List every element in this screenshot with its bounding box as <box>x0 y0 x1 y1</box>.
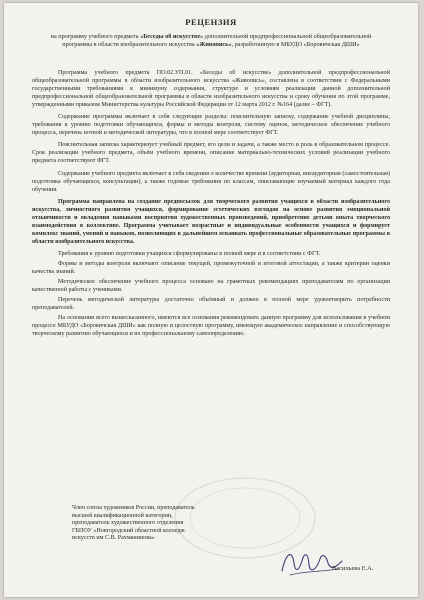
paragraph: Требования к уровню подготовки учащихся сформулированы в полной мере и в соответствии с ФГТ. <box>58 250 321 257</box>
subject-name: «Беседы об искусстве» <box>140 33 204 40</box>
credential-line: высшей квалификационной категории, <box>72 512 173 519</box>
document-title: РЕЦЕНЗИЯ <box>185 17 237 27</box>
paragraph: Методическое обеспечение учебного процесса основано на грамотных рекомендациях преподавателям по организации качественной работы с учениками. <box>32 279 390 294</box>
credential-line: Член союза художников России, преподаватель <box>72 505 195 511</box>
paragraph: На основании всего вышесказанного, имеются все основания рекомендовать данную программу для использования в учебном процессе МБУДО «Боровичская ДШИ» как полную и целостную программу, имеющую академическое направление и способствующую творческому развитию обучающихся и их профессиональному самоопределению. <box>32 315 390 338</box>
credential-line: искусств им С.В. Рахманинова» <box>72 535 155 542</box>
paragraph: Пояснительная записка характеризует учебный предмет, его цели и задачи, а также место и роль в образовательном процессе. Срок реализации учебного предмета, объём учебного времени, описание материально-технических условий реализации учебного предмета соответствуют ФГТ. <box>32 142 390 165</box>
credential-line: преподаватель художественного отделения <box>72 520 184 527</box>
paragraph: Программа учебного предмета ПО.02.УП.01. «Беседы об искусстве» дополнительной предпрофессиональной общеобразовательной программы в области изобразительного искусства «Живопись», составлена в соответствии с Федеральными государственными требованиями к минимуму содержания, структуре и условиям реализации данной дополнительной предпрофессиональной общеобразовательной программы в области изобразительного искусства и сроку обучения по этой программе, утвержденными приказом Министерства культуры Российской Федерации от 12 марта 2012 г. №164 (далее – ФГТ). <box>32 70 390 109</box>
signer-name: Васильева Е.А. <box>332 565 374 572</box>
credential-line: ГБПОУ «Новгородский областной колледж <box>72 527 185 534</box>
paragraph: Перечень методической литературы достаточно объёмный и должен в полной мере удовлетворить потребности преподавателей. <box>32 297 390 312</box>
intro-text: на программу учебного предмета <box>50 33 141 40</box>
paragraph: Формы и методы контроля включают описание текущей, промежуточной и итоговой аттестации, а также критерии оценки качества знаний. <box>32 260 390 276</box>
program-name: «Живопись» <box>196 41 232 49</box>
paragraph: Содержание программы включает в себя следующие разделы: пояснительную записку, содержание учебной дисциплины, требования к уровню подготовки обучающихся, формы и методы контроля, систему оценок, методическое обеспечение учебного процесса, перечень нотной и методической литературы, что в полной мере соответствует ФГТ. <box>32 114 390 137</box>
paragraph-bold: Программа направлена на создание предпосылок для творческого развития учащихся в области изобразительного искусства, личностного развития учащихся, формирование эстетических взглядов на основе развития эмоциональной отзывчивости и овладения навыками восприятия художественных произведений, приобретение детьми опыта творческого взаимодействия в коллективе. Программа учитывает возрастные и индивидуальные особенности учащихся и формирует комплекс знаний, умений и навыков, позволяющих в дальнейшем осваивать профессиональные образовательные программы в области изобразительного искусства. <box>32 198 390 245</box>
intro-text: дополнительной предпрофессиональной общеобразовательной программы в области изобразительного искусства <box>62 33 372 49</box>
review-document <box>4 3 418 597</box>
paragraph: Содержание учебного предмета включает в себя сведения о количестве времени (аудиторная, внеаудиторная (самостоятельная) подготовка обучающихся, консультации), а также годовые требования по классам, описывающие изучаемый материал каждого года обучения. <box>32 170 390 193</box>
document-body <box>32 69 390 342</box>
intro-text: , разработанную в МБУДО «Боровичская ДШИ» <box>231 41 360 49</box>
document-intro <box>44 33 378 49</box>
signer-credentials <box>72 505 292 543</box>
handwritten-signature <box>276 541 346 581</box>
